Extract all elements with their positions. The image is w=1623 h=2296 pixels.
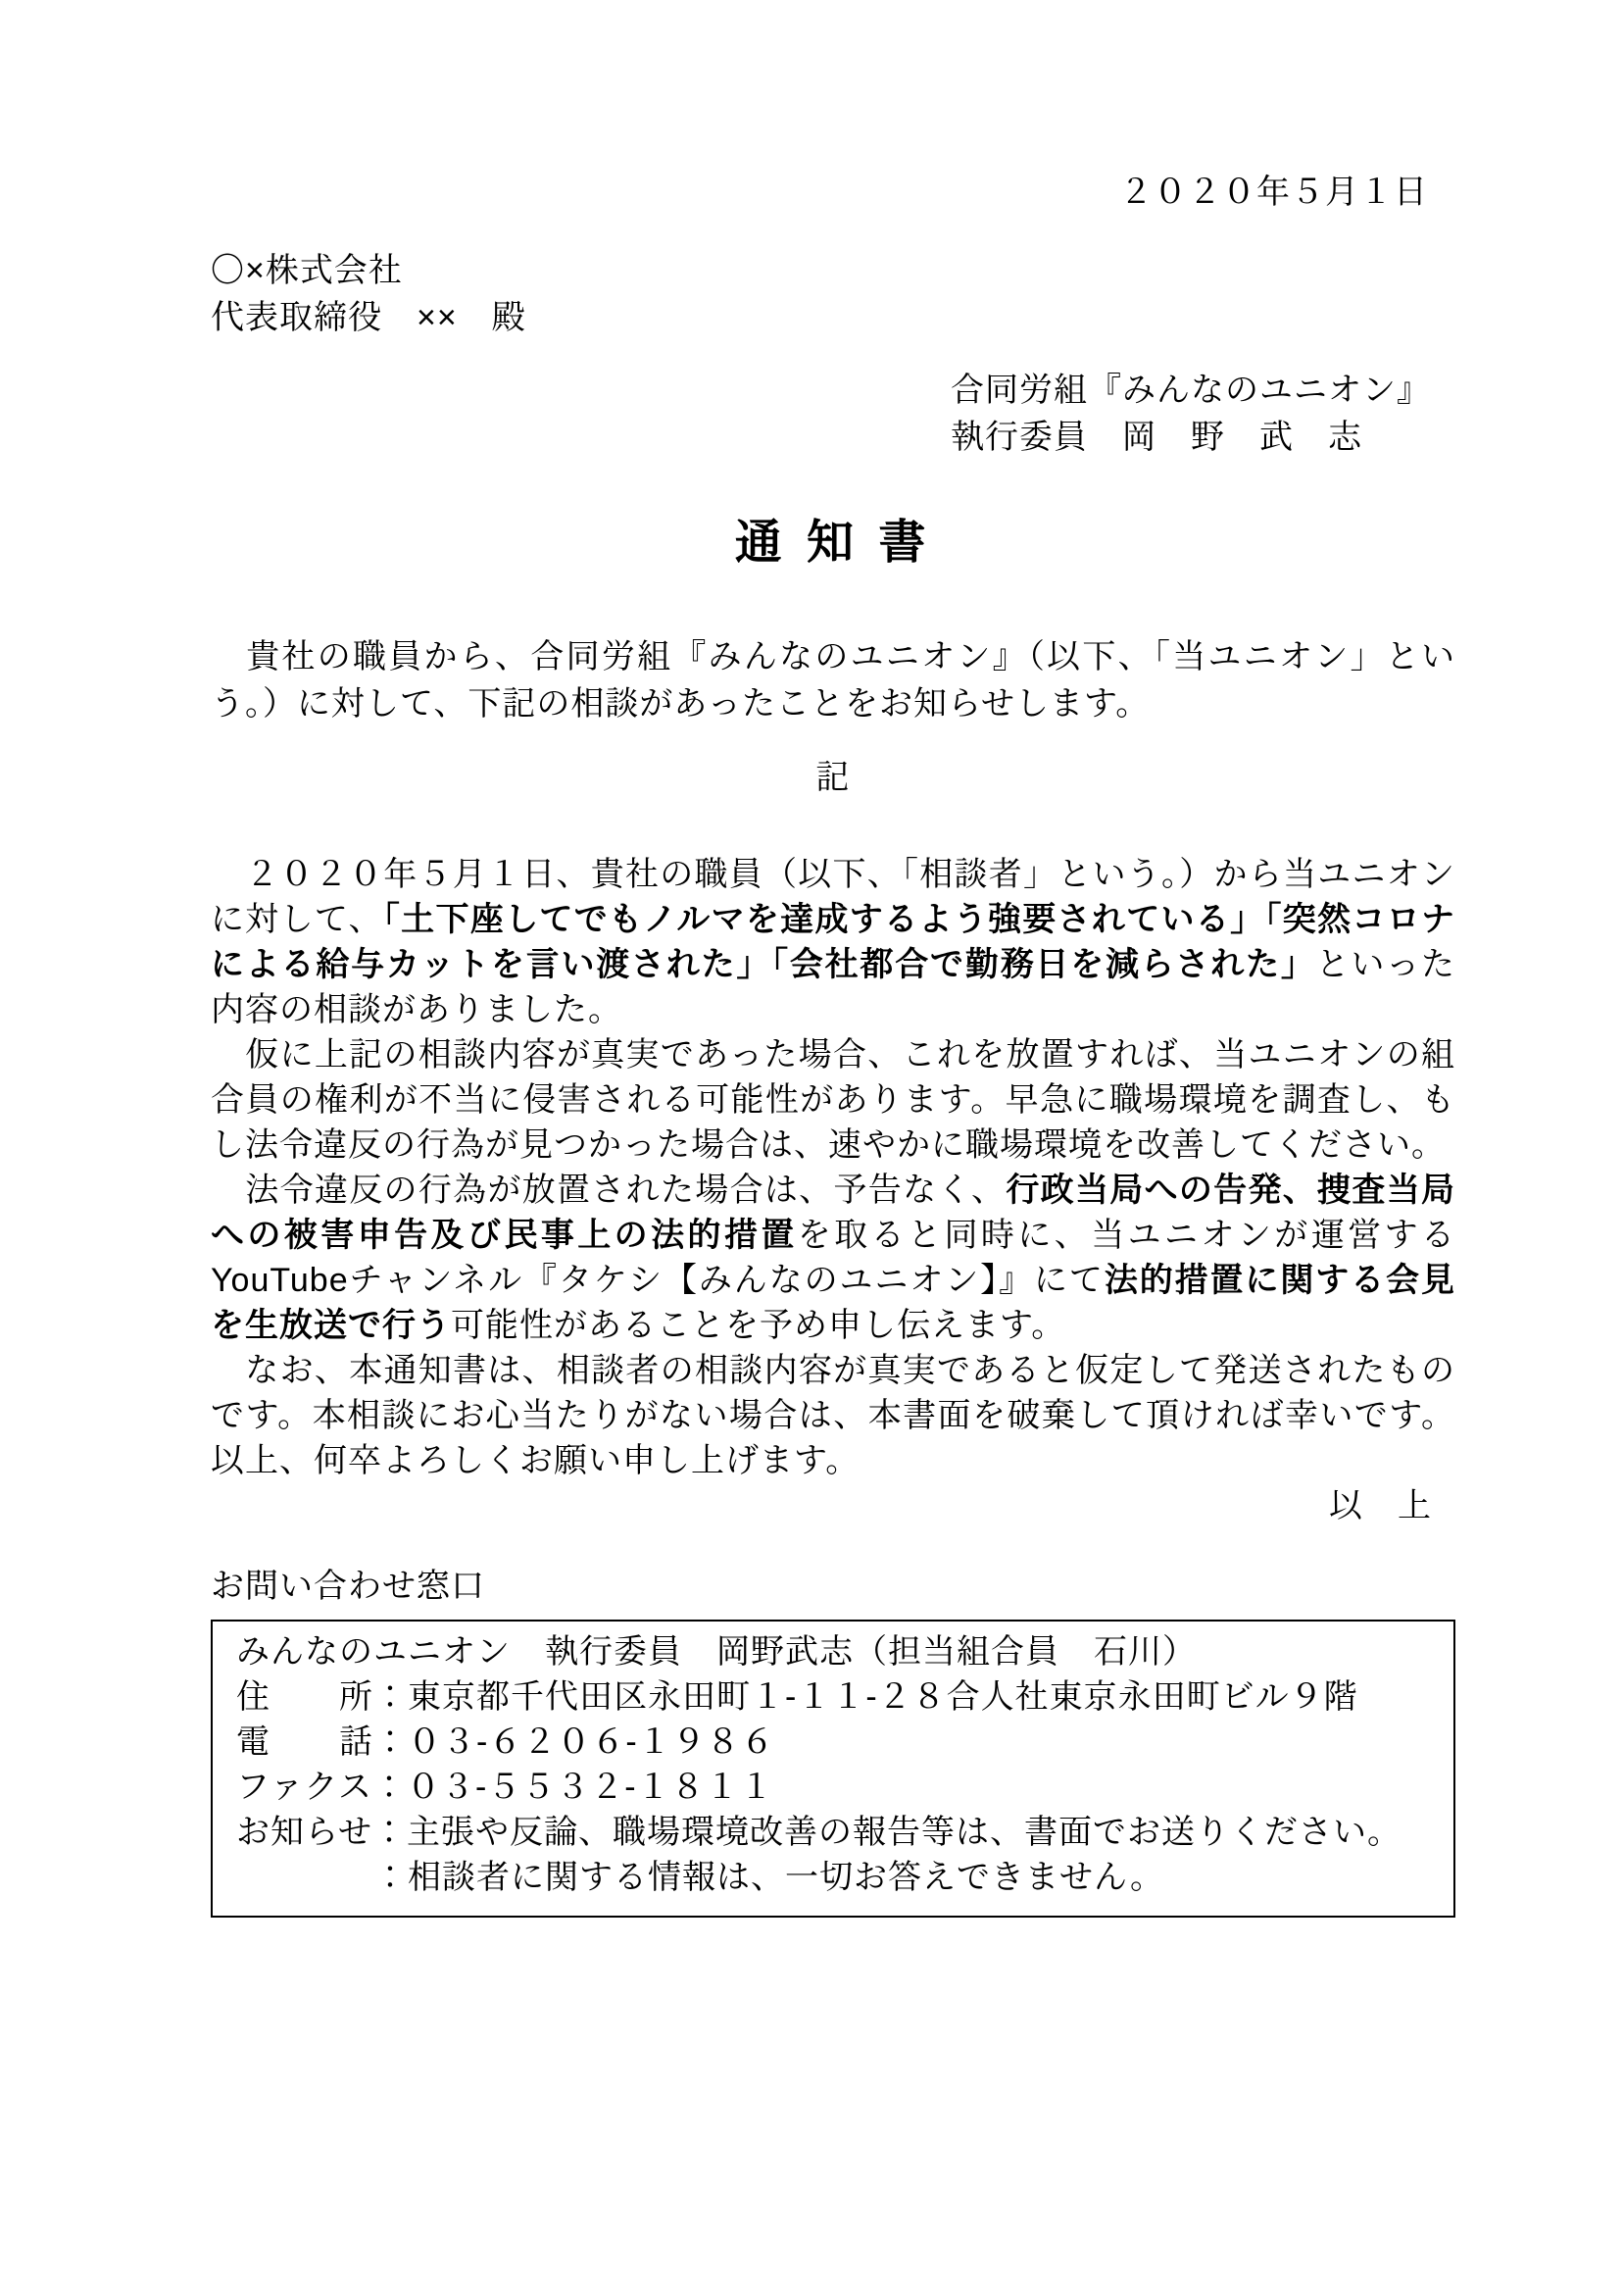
recipient-person: 代表取締役 ×× 殿 <box>211 299 526 336</box>
document-date: ２０２０年５月１日 <box>1119 174 1428 211</box>
contact-address-line: 住 所：東京都千代田区永田町１-１１-２８合人社東京永田町ビル９階 <box>236 1678 1358 1716</box>
document-title: 通 知 書 <box>734 517 932 569</box>
body-paragraph-note: なお、本通知書は、相談者の相談内容が真実であると仮定して発送されたものです。本相談にお心当たりがない場合は、本書面を破棄して頂ければ幸いです。以上、何卒よろしくお願い申し上げます。 <box>211 1352 1455 1479</box>
contact-notice-line-2: ：相談者に関する情報は、一切お答えできません。 <box>236 1859 1165 1896</box>
body-paragraphs <box>211 852 1455 1483</box>
intro-paragraph: 貴社の職員から、合同労組『みんなのユニオン』（以下、「当ユニオン」という。）に対して、下記の相談があったことをお知らせします。 <box>211 638 1455 723</box>
sender-organization: 合同労組『みんなのユニオン』 <box>951 372 1431 409</box>
contact-box <box>211 1620 1455 1918</box>
body-paragraph-consultation: ２０２０年５月１日、貴社の職員（以下、「相談者」という。）から当ユニオンに対して、「土下座してでもノルマを達成するよう強要されている」「突然コロナによる給与カットを言い渡された」「会社都合で勤務日を減らされた」といった内容の相談がありました。 <box>211 856 1455 1028</box>
contact-heading: お問い合わせ窓口 <box>211 1568 485 1605</box>
contact-notice-line-1: お知らせ：主張や反論、職場環境改善の報告等は、書面でお送りください。 <box>236 1814 1402 1851</box>
body-paragraph-request: 仮に上記の相談内容が真実であった場合、これを放置すれば、当ユニオンの組合員の権利が不当に侵害される可能性があります。早急に職場環境を調査し、もし法令違反の行為が見つかった場合は、速やかに職場環境を改善してください。 <box>211 1036 1455 1164</box>
closing-ijou: 以 上 <box>1329 1487 1432 1524</box>
sender-block <box>951 367 1455 461</box>
contact-union-line: みんなのユニオン 執行委員 岡野武志（担当組合員 石川） <box>236 1633 1197 1671</box>
sender-person: 執行委員 岡 野 武 志 <box>951 419 1362 456</box>
contact-phone-line: 電 話：０３-６２０６-１９８６ <box>236 1723 775 1761</box>
recipient-block <box>211 247 1455 341</box>
contact-fax-line: ファクス：０３-５５３２-１８１１ <box>236 1769 774 1806</box>
body-paragraph-legal-measures: 法令違反の行為が放置された場合は、予告なく、行政当局への告発、捜査当局への被害申告及び民事上の法的措置を取ると同時に、当ユニオンが運営するYouTubeチャンネル『タケシ【みんなのユニオン】』にて法的措置に関する会見を生放送で行う可能性があることを予め申し伝えます。 <box>211 1172 1456 1344</box>
recipient-company: 〇×株式会社 <box>211 252 403 289</box>
section-marker-ki: 記 <box>815 759 851 796</box>
